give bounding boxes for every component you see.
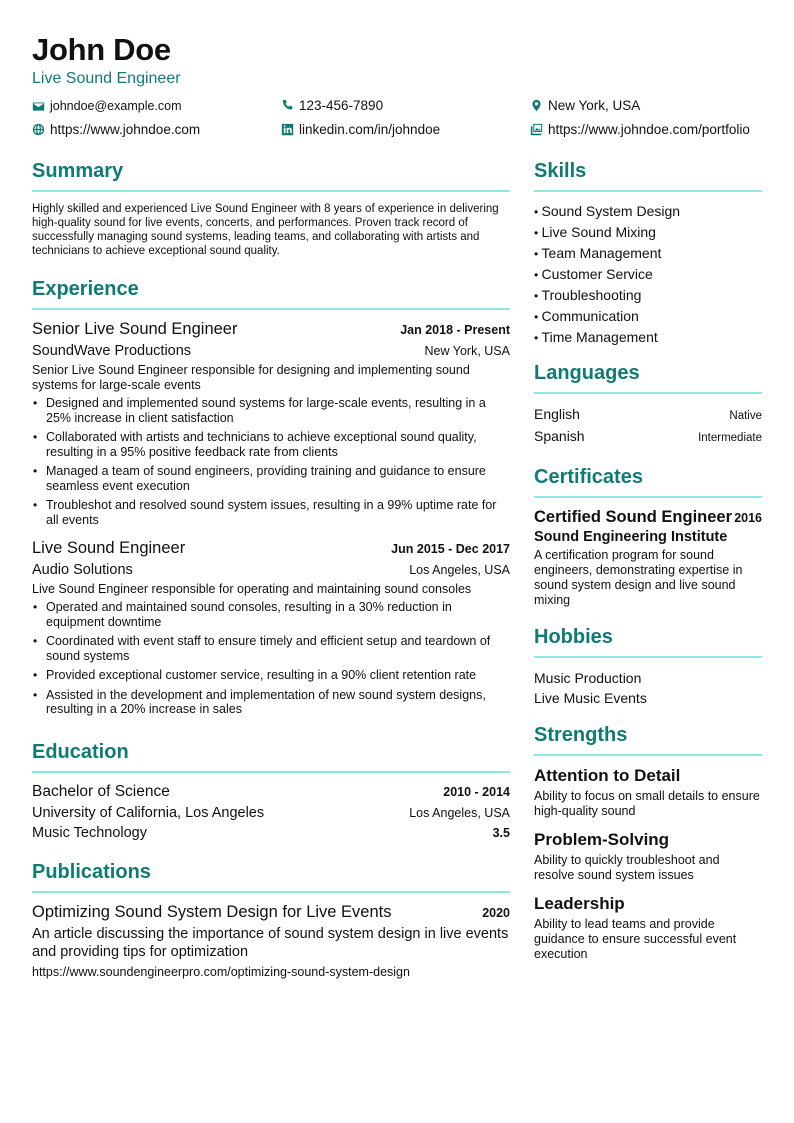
main-column — [32, 160, 510, 979]
location-text: New York, USA — [548, 98, 641, 113]
experience-heading: Experience — [32, 278, 510, 310]
language-row — [534, 404, 762, 426]
language-level: Native — [729, 410, 762, 422]
language-name: English — [534, 406, 580, 422]
website-text: https://www.johndoe.com — [50, 122, 201, 137]
publication-description: An article discussing the importance of sound system design in live events and providing tips for optimization — [32, 925, 509, 960]
job-company: Audio Solutions — [32, 562, 133, 578]
job-entry — [32, 320, 510, 527]
candidate-role: Live Sound Engineer — [32, 70, 181, 87]
phone-text: 123-456-7890 — [299, 98, 384, 113]
gpa: 3.5 — [492, 825, 510, 840]
envelope-icon — [32, 100, 45, 113]
publications-heading: Publications — [32, 861, 510, 893]
skills-list — [534, 201, 762, 348]
job-company: SoundWave Productions — [32, 343, 192, 359]
hobbies-heading: Hobbies — [534, 626, 762, 658]
publication-year: 2020 — [482, 905, 510, 920]
job-bullet: • Managed a team of sound engineers, providing training and guidance to ensure seamless event execution — [32, 464, 510, 493]
job-description: Live Sound Engineer responsible for operating and maintaining sound consoles — [32, 582, 472, 596]
education-dates: 2010 - 2014 — [443, 784, 510, 799]
degree: Bachelor of Science — [32, 782, 170, 800]
skill-item: • Sound System Design — [534, 201, 762, 222]
job-bullet: • Assisted in the development and implementation of new sound system designs, resulting in a 20% increase in sales — [32, 688, 510, 717]
job-bullet: • Collaborated with artists and technicians to achieve exceptional sound quality, resulting in a 95% positive feedback rate from clients — [32, 430, 510, 459]
strength-description: Ability to quickly troubleshoot and resolve sound system issues — [534, 853, 720, 882]
contact-portfolio[interactable] — [530, 122, 750, 137]
linkedin-icon — [281, 123, 294, 136]
certificate-year: 2016 — [734, 511, 762, 525]
job-entry — [32, 539, 510, 717]
candidate-name: John Doe — [32, 32, 171, 67]
linkedin-text: linkedin.com/in/johndoe — [299, 122, 441, 137]
portfolio-text: https://www.johndoe.com/portfolio — [548, 122, 750, 137]
field-of-study: Music Technology — [32, 824, 147, 841]
skill-item: • Time Management — [534, 327, 762, 348]
publication-link[interactable]: https://www.soundengineerpro.com/optimizing-sound-system-design — [32, 964, 410, 979]
job-title: Live Sound Engineer — [32, 539, 186, 557]
school: University of California, Los Angeles — [32, 804, 265, 821]
job-bullet: • Provided exceptional customer service, resulting in a 90% client retention rate — [32, 668, 510, 683]
phone-icon — [281, 99, 294, 112]
certificate-entry — [534, 508, 762, 608]
job-location: Los Angeles, USA — [409, 563, 510, 577]
job-dates: Jan 2018 - Present — [400, 323, 510, 337]
language-level: Intermediate — [698, 432, 762, 444]
summary-text: Highly skilled and experienced Live Sound Engineer with 8 years of experience in delivering high-quality sound for live events, concerts, and performances. Proven track record of successfully managing sound systems, leading teams, and collaborating with artists and technicians to achieve exceptional sound quality. — [32, 203, 499, 257]
job-description: Senior Live Sound Engineer responsible for designing and implementing sound systems for large-scale events — [32, 363, 470, 392]
contact-location — [530, 98, 640, 113]
job-bullets — [32, 396, 510, 527]
globe-icon — [32, 123, 45, 136]
languages-list — [534, 404, 762, 448]
strength-title: Leadership — [534, 894, 625, 913]
hobbies-list — [534, 668, 762, 708]
hobby-item: Live Music Events — [534, 690, 647, 706]
publication-entry — [32, 903, 510, 979]
job-bullet: • Troubleshot and resolved sound system issues, resulting in a 99% uptime rate for all events — [32, 498, 510, 527]
certificate-description: A certification program for sound engineers, demonstrating expertise in sound system design and live sound mixing — [534, 548, 743, 607]
side-column — [534, 160, 762, 973]
hobby-item: Music Production — [534, 670, 642, 686]
email-text: johndoe@example.com — [50, 99, 182, 113]
summary-heading: Summary — [32, 160, 510, 192]
skill-item: • Live Sound Mixing — [534, 222, 762, 243]
contact-email[interactable] — [32, 99, 182, 113]
publication-title: Optimizing Sound System Design for Live Events — [32, 902, 392, 921]
certificate-title: Certified Sound Engineer — [534, 508, 733, 526]
job-bullet: • Coordinated with event staff to ensure timely and efficient setup and teardown of sound systems — [32, 634, 510, 663]
strength-description: Ability to lead teams and provide guidance to ensure successful event execution — [534, 917, 737, 961]
strengths-list — [534, 766, 762, 962]
skill-item: • Troubleshooting — [534, 285, 762, 306]
school-location: Los Angeles, USA — [409, 805, 510, 820]
skills-heading: Skills — [534, 160, 762, 192]
skill-item: • Communication — [534, 306, 762, 327]
job-bullets — [32, 600, 510, 717]
language-row — [534, 426, 762, 448]
map-pin-icon — [530, 99, 543, 112]
education-entry — [32, 783, 510, 841]
gallery-icon — [530, 123, 543, 136]
contact-website[interactable] — [32, 122, 200, 137]
job-bullet: • Operated and maintained sound consoles, resulting in a 30% reduction in equipment downtime — [32, 600, 510, 629]
skill-item: • Customer Service — [534, 264, 762, 285]
strengths-heading: Strengths — [534, 724, 762, 756]
languages-heading: Languages — [534, 362, 762, 394]
contact-phone[interactable] — [281, 98, 383, 113]
language-name: Spanish — [534, 428, 585, 444]
strength-description: Ability to focus on small details to ensure high-quality sound — [534, 789, 760, 818]
contact-linkedin[interactable] — [281, 122, 440, 137]
strength-title: Attention to Detail — [534, 766, 681, 785]
job-bullet: • Designed and implemented sound systems for large-scale events, resulting in a 25% increase in client satisfaction — [32, 396, 510, 425]
skill-item: • Team Management — [534, 243, 762, 264]
certificate-issuer: Sound Engineering Institute — [534, 529, 728, 545]
certificates-heading: Certificates — [534, 466, 762, 498]
strength-title: Problem-Solving — [534, 830, 670, 849]
job-location: New York, USA — [424, 344, 510, 358]
job-dates: Jun 2015 - Dec 2017 — [391, 542, 510, 556]
job-title: Senior Live Sound Engineer — [32, 320, 238, 338]
education-heading: Education — [32, 741, 510, 773]
